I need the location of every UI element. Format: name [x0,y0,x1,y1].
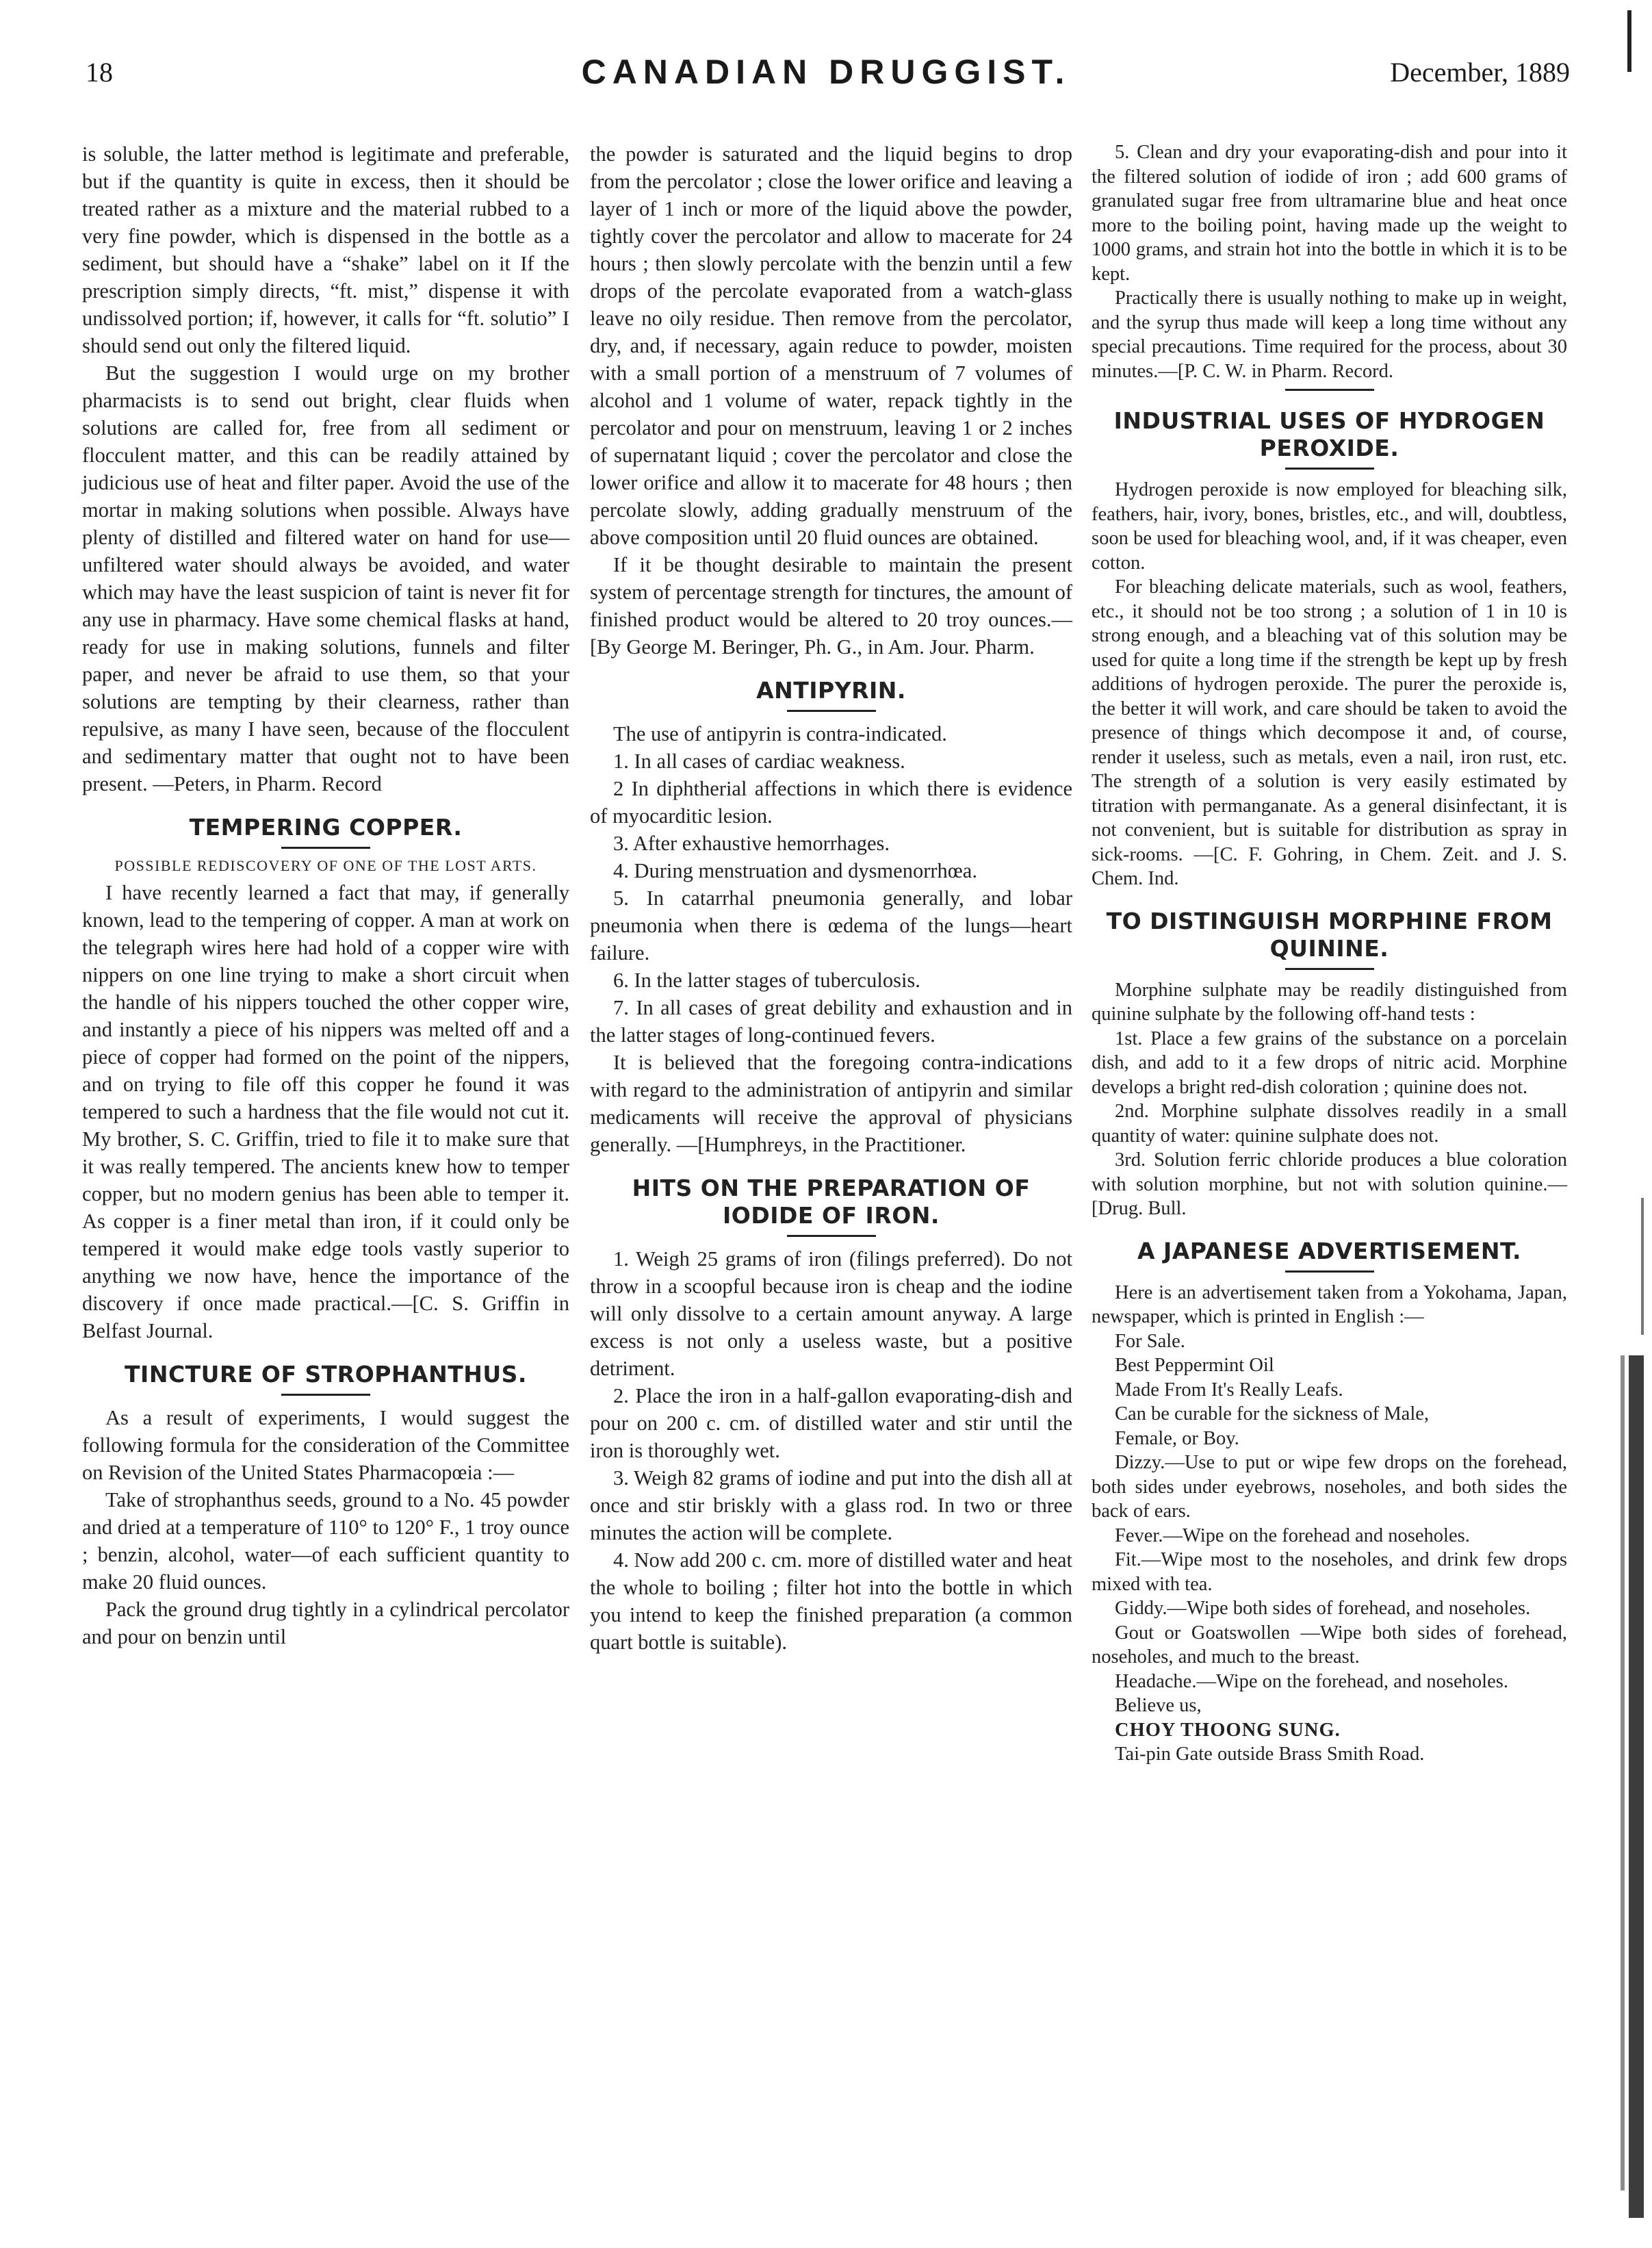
paragraph: 1st. Place a few grains of the substance on a porcelain dish, and add to it a few drops of nitric acid. Morphine develops a bright red-dish coloration ; quinine does not. [1092,1027,1567,1098]
paragraph: I have recently learned a fact that may, if generally known, lead to the tempering of copper. A man at work on the telegraph wires here had hold of a copper wire with nippers on one line trying to make a short circuit when the handle of his nippers touched the other copper wire, and instantly a piece of his nippers was melted off and a piece of copper had formed on the point of the nippers, and on trying to file off this copper he found it was tempered to such a hardness that the file would not cut it. My brother, S. C. Griffin, tried to file it to make sure that it was really tempered. The ancients knew how to temper copper, but no modern genius has been able to temper it. As copper is a finer metal than iron, if it could only be tempered it would make edge tools vastly superior to anything we now have, hence the importance of the discovery if once made practical.—[C. S. Griffin in Belfast Journal. [82,881,569,1342]
heading-tempering-copper: TEMPERING COPPER. [189,814,463,841]
divider [1285,1270,1374,1273]
paragraph: Dizzy.—Use to put or wipe few drops on the forehead, both sides under eyebrows, noseholes, and both sides the back of ears. [1092,1452,1567,1522]
masthead-title: CANADIAN DRUGGIST. [581,53,1071,91]
paragraph: is soluble, the latter method is legitimate and preferable, but if the quantity is quite in excess, then it should be treated rather as a mixture and the material rubbed to a very fine powder, which is dispensed in the bottle as a sediment, but should have a “shake” label on it If the prescription simply directs, “ft. mist,” dispense it with undissolved portion; if, however, it calls for “ft. solutio” I should send out only the filtered liquid. [82,142,569,357]
paragraph: 2. Place the iron in a half-gallon evaporating-dish and pour on 200 c. cm. of distilled water and stir until the iron is thoroughly wet. [590,1384,1072,1462]
paragraph: 4. Now add 200 c. cm. more of distilled water and heat the whole to boiling ; filter hot into the bottle in which you intend to keep the finished preparation (a common quart bottle is suitable). [590,1548,1072,1654]
paragraph: 2nd. Morphine sulphate dissolves readily in a small quantity of water: quinine sulphate does not. [1092,1101,1567,1147]
closing-line: Believe us, [1115,1695,1202,1716]
list-item: 1. In all cases of cardiac weakness. [613,750,905,773]
heading-japanese-advertisement: A JAPANESE ADVERTISEMENT. [1137,1237,1522,1264]
ad-line: Best Peppermint Oil [1115,1355,1274,1376]
ad-line: Female, or Boy. [1115,1427,1239,1449]
paragraph: Morphine sulphate may be readily distinguished from quinine sulphate by the following off-hand tests : [1092,979,1567,1025]
paragraph: Practically there is usually nothing to make up in weight, and the syrup thus made will keep a long time without any special precautions. Time required for the process, about 30 minutes.—[P. C. W. in Pharm. Record. [1092,288,1567,382]
list-item: 2 In diphtherial affections in which there is evidence of myocarditic lesion. [590,777,1072,828]
paragraph: It is believed that the foregoing contra-indications with regard to the administration of antipyrin and similar medicaments will receive the approval of physicians generally. —[Humphreys, in the Practitioner. [590,1051,1072,1156]
divider [787,710,876,712]
ad-line: For Sale. [1115,1330,1185,1352]
paragraph: As a result of experiments, I would suggest the following formula for the consideration of the Committee on Revision of the United States Pharmacopœia :— [82,1406,569,1484]
paragraph: If it be thought desirable to maintain the present system of percentage strength for tinctures, the amount of finished product would be altered to 20 troy ounces.—[By George M. Beringer, Ph. G., in Am. Jour. Pharm. [590,553,1072,659]
divider [281,847,370,849]
scan-edge-noise [1603,0,1644,2248]
paragraph: 3. Weigh 82 grams of iodine and put into the dish all at once and stir briskly with a glass rod. In two or three minutes the action will be complete. [590,1466,1072,1544]
heading-iodide-of-iron: HITS ON THE PREPARATION OF IODIDE OF IRON. [632,1175,1031,1229]
list-item: 3. After exhaustive hemorrhages. [613,832,890,855]
heading-antipyrin: ANTIPYRIN. [756,677,906,704]
paragraph: Here is an advertisement taken from a Yokohama, Japan, newspaper, which is printed in English :— [1092,1281,1567,1327]
ad-signature: CHOY THOONG SUNG. [1115,1719,1341,1741]
subheading: POSSIBLE REDISCOVERY OF ONE OF THE LOST ARTS. [114,857,537,874]
column-1 [82,140,569,1650]
column-3 [1092,140,1567,1767]
list-item: 4. During menstruation and dysmenorrhœa. [613,859,977,882]
paragraph: For bleaching delicate materials, such as wool, feathers, etc., it should not be too strong ; a solution of 1 in 10 is strong enough, and a bleaching vat of this solution may be used for quite a long time if the strength be kept up by fresh additions of hydrogen peroxide. The purer the peroxide is, the better it will work, and care should be taken to avoid the presence of things which decompose it and, of course, render it useless, such as metals, even a nail, iron rust, etc. The strength of a solution is very easily estimated by titration with permanganate. As a general disinfectant, it is not convenient, but is suitable for distribution as spray in sick-rooms. —[C. F. Gohring, in Chem. Zeit. and J. S. Chem. Ind. [1092,576,1567,889]
paragraph: But the suggestion I would urge on my brother pharmacists is to send out bright, clear fluids when solutions are called for, free from all sediment or flocculent matter, and this can be readily attained by judicious use of heat and filter paper. Avoid the use of the mortar in making solutions when possible. Always have plenty of distilled and filtered water on hand for use—unfiltered water should always be avoided, and water which may have the least suspicion of taint is never fit for any use in pharmacy. Have some chemical flasks at hand, ready for use in making solutions, funnels and filter paper, and never be afraid to use them, so that your solutions are tempting by their clearness, rather than repulsive, as many I have seen, because of the flocculent and sedimentary matter that ought not to have been present. —Peters, in Pharm. Record [82,361,569,795]
divider [1285,468,1374,470]
ad-line: Made From It's Really Leafs. [1115,1379,1343,1401]
paragraph: Hydrogen peroxide is now employed for bleaching silk, feathers, hair, ivory, bones, bristles, etc., and will, doubtless, soon be used for bleaching wool, and, if it was cheaper, even cotton. [1092,479,1567,574]
heading-hydrogen-peroxide: INDUSTRIAL USES OF HYDROGEN PEROXIDE. [1113,407,1545,461]
paragraph: Gout or Goatswollen —Wipe both sides of forehead, noseholes, and much to the breast. [1092,1622,1567,1668]
paragraph: the powder is saturated and the liquid begins to drop from the percolator ; close the lower orifice and leaving a layer of 1 inch or more of the liquid above the powder, tightly cover the percolator and allow to macerate for 24 hours ; then slowly percolate with the benzin until a few drops of the percolate evaporated from a watch-glass leave no oily residue. Then remove from the percolator, dry, and, if necessary, again reduce to powder, moisten with a small portion of a menstruum of 7 volumes of alcohol and 1 volume of water, repack tightly in the percolator and pour on menstruum, leaving 1 or 2 inches of supernatant liquid ; cover the percolator and close the lower orifice and allow it to macerate for 48 hours ; then percolate slowly, adding gradually menstruum of the above composition until 20 fluid ounces are obtained. [590,142,1072,549]
list-item: 5. In catarrhal pneumonia generally, and lobar pneumonia when there is œdema of the lungs—heart failure. [590,886,1072,965]
divider [787,1235,876,1237]
paragraph: 3rd. Solution ferric chloride produces a blue coloration with solution morphine, but not with solution quinine.—[Drug. Bull. [1092,1149,1567,1219]
heading-morphine-quinine: TO DISTINGUISH MORPHINE FROM QUININE. [1106,907,1553,962]
page-number: 18 [86,57,113,88]
paragraph: 1. Weigh 25 grams of iron (filings preferred). Do not throw in a scoopful because iron is cheap and the iodine will only dissolve to a certain amount anyway. A large excess is not only a useless waste, but a positive detriment. [590,1247,1072,1380]
ad-address: Tai-pin Gate outside Brass Smith Road. [1115,1744,1425,1765]
paragraph: Take of strophanthus seeds, ground to a No. 45 powder and dried at a temperature of 110° to 120° F., 1 troy ounce ; benzin, alcohol, water—of each sufficient quantity to make 20 fluid ounces. [82,1488,569,1594]
ad-line: Can be curable for the sickness of Male, [1115,1403,1430,1425]
divider [1285,389,1374,391]
paragraph: Fit.—Wipe most to the noseholes, and drink few drops mixed with tea. [1092,1549,1567,1595]
divider [1285,968,1374,970]
list-item: 6. In the latter stages of tuberculosis. [613,969,920,992]
page-header [0,0,1652,103]
issue-date: December, 1889 [1390,57,1570,88]
paragraph: Pack the ground drug tightly in a cylindrical percolator and pour on benzin until [82,1598,569,1648]
paragraph: 5. Clean and dry your evaporating-dish and pour into it the filtered solution of iodide of iron ; add 600 grams of granulated sugar free from ultramarine blue and heat once more to the boiling point, having made up the weight to 1000 grams, and strain hot into the bottle in which it is to be kept. [1092,142,1567,285]
heading-tincture-strophanthus: TINCTURE OF STROPHANTHUS. [125,1361,527,1388]
paragraph: Fever.—Wipe on the forehead and noseholes. [1115,1524,1470,1546]
paragraph: The use of antipyrin is contra-indicated. [613,722,947,745]
paragraph: Giddy.—Wipe both sides of forehead, and noseholes. [1115,1598,1531,1619]
paragraph: Headache.—Wipe on the forehead, and noseholes. [1115,1670,1508,1692]
divider [281,1394,370,1396]
list-item: 7. In all cases of great debility and exhaustion and in the latter stages of long-continued fevers. [590,996,1072,1047]
column-2 [590,140,1072,1656]
